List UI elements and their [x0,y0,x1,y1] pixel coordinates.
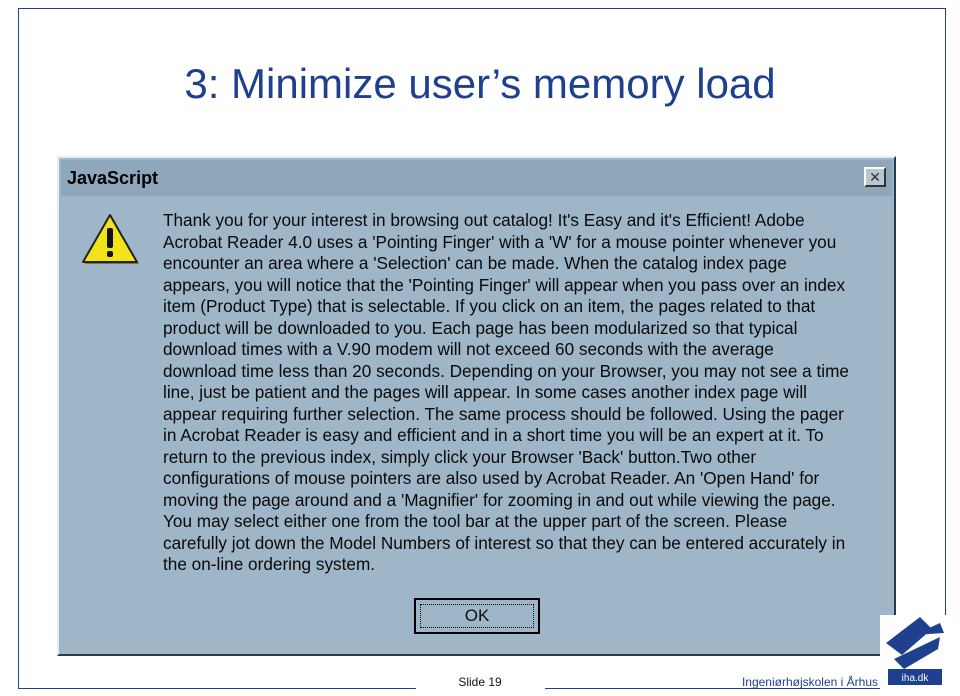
close-button[interactable] [864,167,886,187]
logo-text: iha.dk [901,673,929,684]
ok-button[interactable] [414,598,540,634]
dialog-title: JavaScript [67,167,159,188]
dialog-titlebar[interactable] [61,160,892,196]
iha-logo [880,615,946,687]
footer-line-left [18,688,416,689]
ok-button-focus [420,604,534,628]
alert-message: Thank you for your interest in browsing out catalog! It's Easy and it's Efficient! Adobe Acrobat Reader 4.0 uses a 'Pointing Finger' with a 'W' for a mouse pointer whenever you encounter an area where a 'Selection' can be made. When the catalog index page appears, you will notice that the 'Pointing Finger' will appear when you pass over an index item (Product Type) that is selectable. If you click on an item, the pages related to that product will be downloaded to you. Each page has been modularized so that typical download times with a V.90 modem will not exceed 60 seconds with the average download time less than 20 seconds. Depending on your Browser, you may not see a time line, just be patient and the pages will appear. In some cases another index page will appear requiring further selection. The same process should be followed. Using the pager in Acrobat Reader is easy and efficient and in a short time you will be an expert at it. To return to the previous index, simply click your Browser 'Back' button.Two other configurations of mouse pointers are also used by Acrobat Reader. An 'Open Hand' for moving the page around and a 'Magnifier' for zooming in and out while viewing the page. You may select either one from the tool bar at the upper part of the screen. Please carefully jot down the Model Numbers of interest so that they can be entered accurately in the on-line ordering system. [163,210,849,574]
ok-button-label: OK [464,606,490,625]
close-icon: ✕ [869,169,881,185]
slide-number: Slide 19 [458,675,502,689]
javascript-alert-dialog [57,156,896,656]
frame-top-line [18,8,946,9]
slide-title: 3: Minimize user’s memory load [184,60,776,107]
school-name: Ingeniørhøjskolen i Århus [741,675,878,689]
warning-icon [81,212,139,266]
frame-left-line [18,8,19,688]
